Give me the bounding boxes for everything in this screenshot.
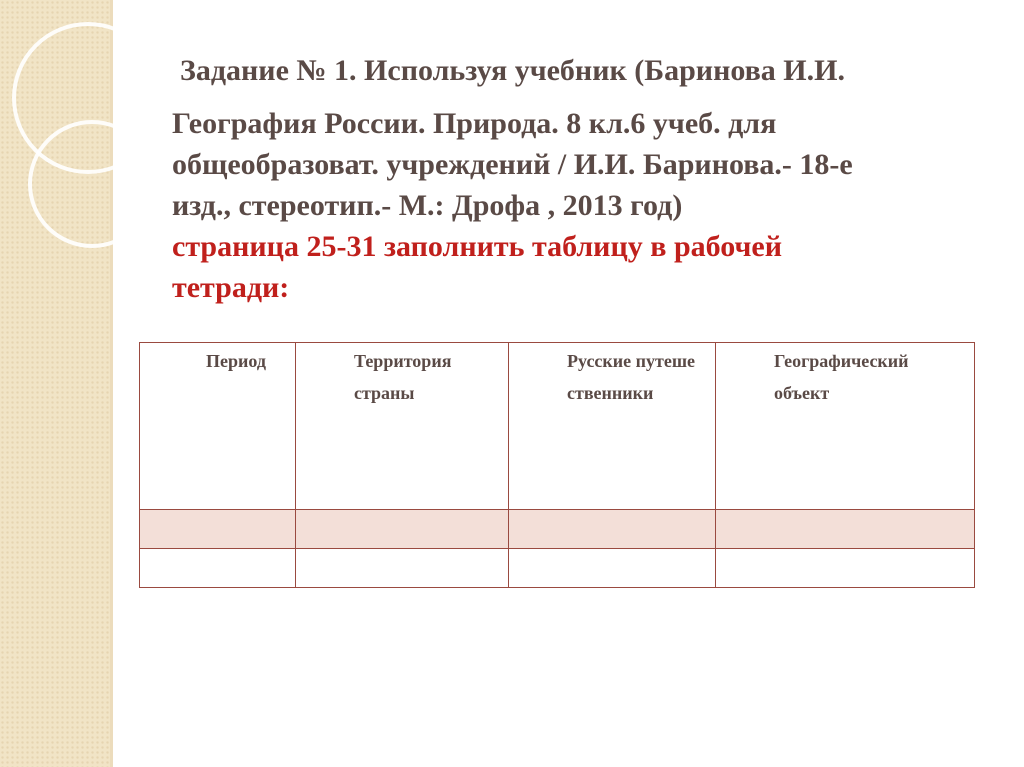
header-cell-period <box>140 343 296 510</box>
decorative-circles <box>0 0 120 767</box>
header-territory: Территория страны <box>354 351 452 403</box>
header-cell-territory <box>296 343 509 510</box>
table-cell[interactable] <box>140 549 296 588</box>
header-geo-object: Географический объект <box>774 351 909 403</box>
table-cell[interactable] <box>140 510 296 549</box>
task-line-title: Задание № 1. Используя учебник (Баринова И.И. <box>180 54 845 87</box>
table-cell[interactable] <box>509 549 716 588</box>
header-cell-geo-object <box>716 343 975 510</box>
table-row <box>140 510 975 549</box>
table-cell[interactable] <box>296 510 509 549</box>
task-line-4: изд., стереотип.- М.: Дрофа , 2013 год) <box>172 189 683 222</box>
worksheet-table <box>139 342 975 588</box>
header-period: Период <box>206 351 266 371</box>
task-line-2: География России. Природа. 8 кл.6 учеб. для <box>172 107 777 140</box>
task-line-instruction: страница 25-31 заполнить таблицу в рабочей <box>172 230 782 263</box>
task-line-3: общеобразоват. учреждений / И.И. Баринова.- 18-е <box>172 148 853 181</box>
table-cell[interactable] <box>509 510 716 549</box>
header-cell-travelers <box>509 343 716 510</box>
decorative-circle-large <box>14 24 120 172</box>
table-header-row <box>140 343 975 510</box>
table-row <box>140 549 975 588</box>
header-travelers: Русские путешественники <box>567 351 696 403</box>
task-line-instruction-end: тетради: <box>172 271 290 304</box>
decorative-circle-small <box>30 122 120 246</box>
table-cell[interactable] <box>716 510 975 549</box>
task-text <box>172 50 972 308</box>
table-cell[interactable] <box>716 549 975 588</box>
table-cell[interactable] <box>296 549 509 588</box>
